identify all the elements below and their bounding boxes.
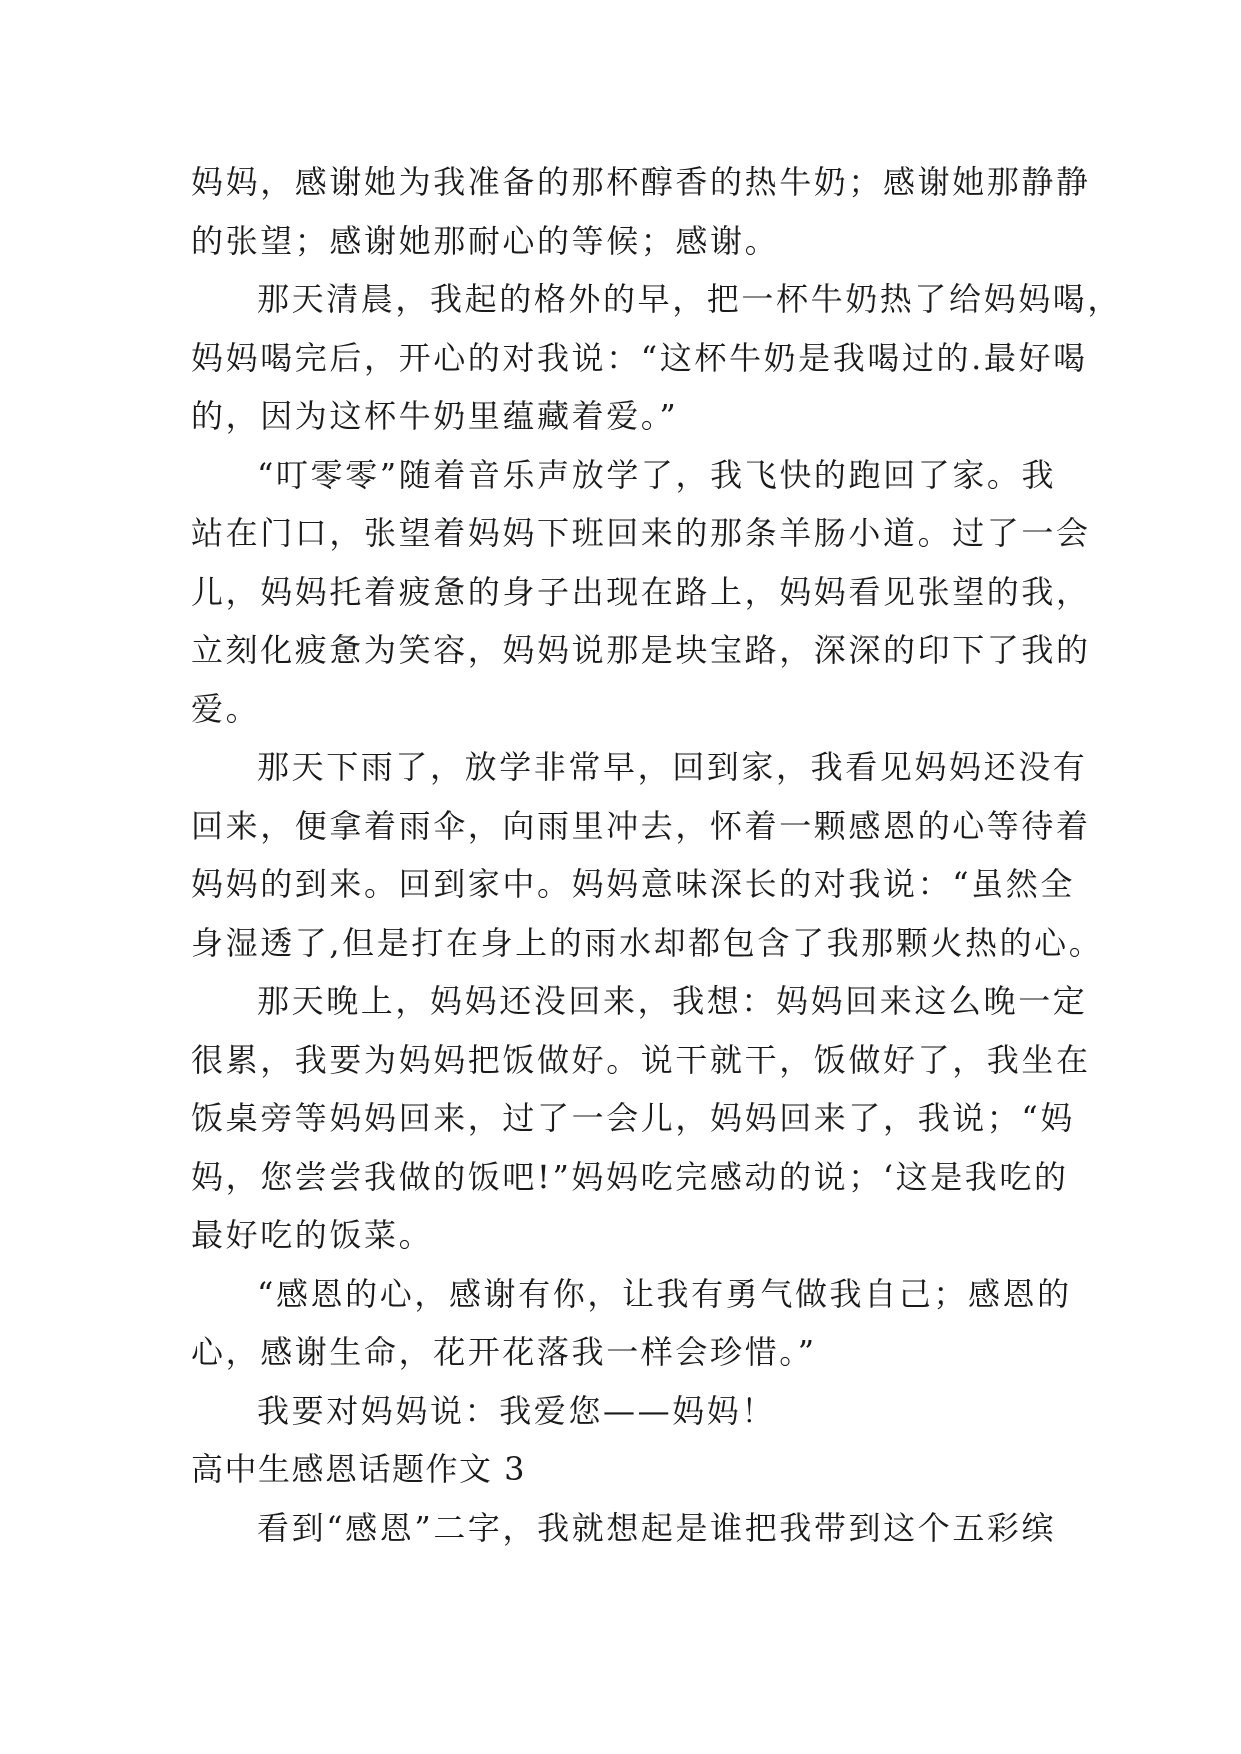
paragraph-start-line: “叮零零”随着音乐声放学了，我飞快的跑回了家。我: [257, 455, 1057, 494]
paragraph-start-line: 看到“感恩”二字，我就想起是谁把我带到这个五彩缤: [257, 1508, 1057, 1547]
paragraph-start-line: “感恩的心，感谢有你，让我有勇气做我自己；感恩的: [257, 1274, 1072, 1313]
essay-line: 妈妈的到来。回到家中。妈妈意味深长的对我说：“虽然全: [191, 865, 1075, 903]
essay-line: 的，因为这杯牛奶里蕴藏着爱。”: [191, 397, 679, 435]
essay-line: 饭桌旁等妈妈回来，过了一会儿，妈妈回来了，我说；“妈: [191, 1099, 1075, 1137]
essay-line: 站在门口，张望着妈妈下班回来的那条羊肠小道。过了一会: [191, 514, 1091, 552]
essay-line: 的张望；感谢她那耐心的等候；感谢。: [191, 221, 780, 260]
essay-line: 爱。: [191, 689, 261, 728]
paragraph-start-line: 那天晚上，妈妈还没回来，我想：妈妈回来这么晚一定: [257, 982, 1088, 1020]
essay-line: 妈，您尝尝我做的饭吧!”妈妈吃完感动的说；‘这是我吃的: [191, 1157, 1069, 1196]
essay-line: 立刻化疲惫为笑容，妈妈说那是块宝路，深深的印下了我的: [191, 631, 1091, 669]
essay-line: 最好吃的饭菜。: [191, 1216, 434, 1254]
essay-heading: 高中生感恩话题作文 3: [191, 1450, 527, 1488]
essay-line: 妈妈，感谢她为我准备的那杯醇香的热牛奶；感谢她那静静: [191, 163, 1091, 201]
essay-line: 妈妈喝完后，开心的对我说：“这杯牛奶是我喝过的.最好喝: [191, 338, 1088, 377]
essay-line: 很累，我要为妈妈把饭做好。说干就干，饭做好了，我坐在: [191, 1040, 1091, 1079]
paragraph-start-line: 那天清晨，我起的格外的早，把一杯牛奶热了给妈妈喝，: [257, 280, 1123, 318]
essay-line: 身湿透了,但是打在身上的雨水却都包含了我那颗火热的心。: [191, 923, 1104, 962]
essay-body: [191, 153, 1123, 1557]
essay-line: 儿，妈妈托着疲惫的身子出现在路上，妈妈看见张望的我，: [191, 572, 1091, 611]
paragraph-start-line: 那天下雨了，放学非常早，回到家，我看见妈妈还没有: [257, 748, 1088, 786]
paragraph-start-line: 我要对妈妈说：我爱您——妈妈！: [257, 1391, 777, 1430]
essay-line: 心，感谢生命，花开花落我一样会珍惜。”: [191, 1333, 817, 1371]
essay-line: 回来，便拿着雨伞，向雨里冲去，怀着一颗感恩的心等待着: [191, 806, 1091, 845]
